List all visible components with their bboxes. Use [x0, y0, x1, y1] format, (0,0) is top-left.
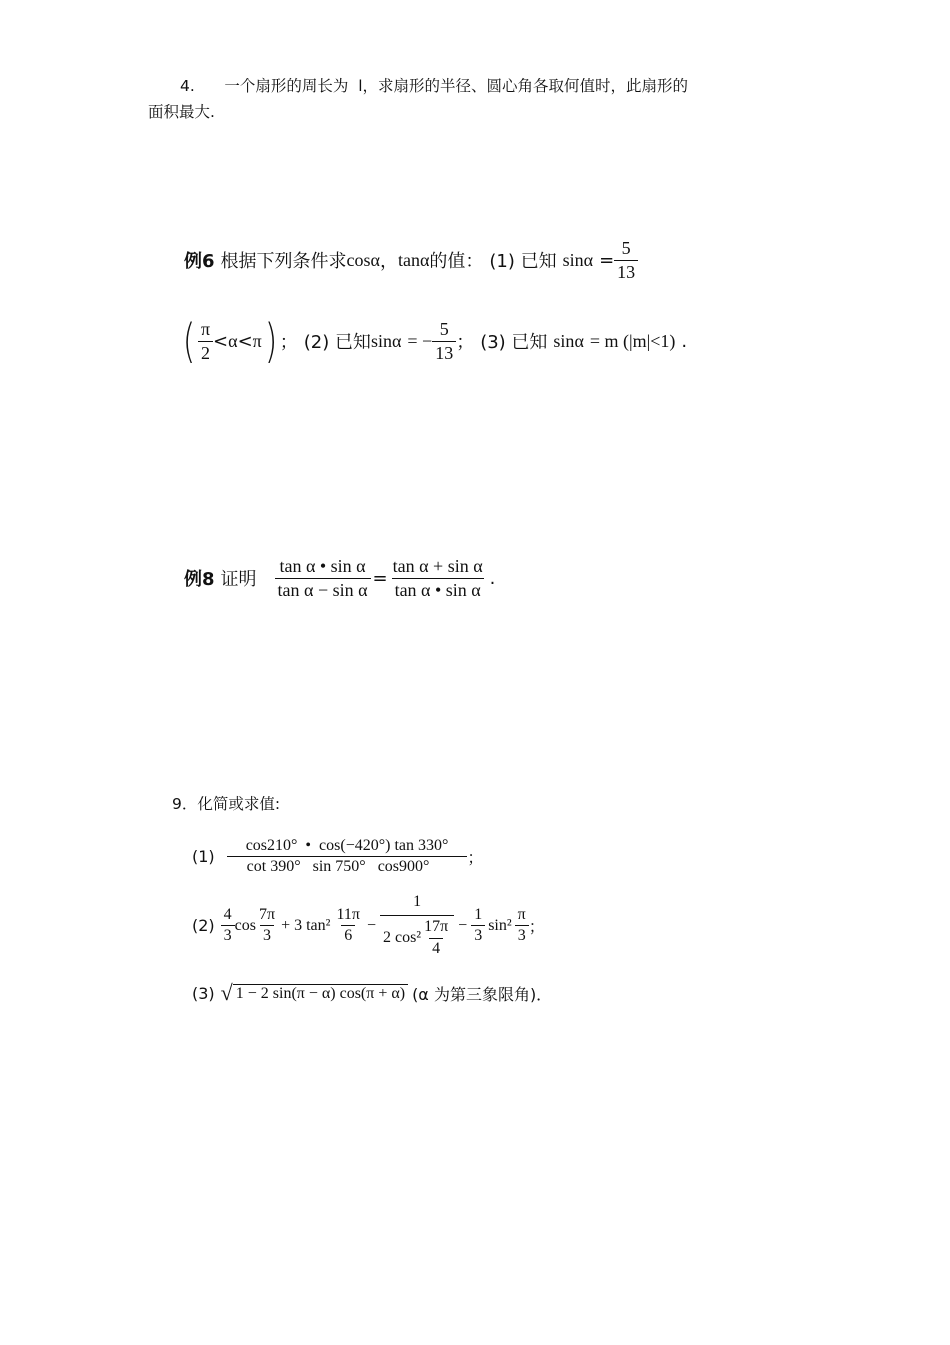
fraction-1-over-2cos — [380, 893, 454, 958]
fraction-numerator: tan α + sin α — [392, 556, 483, 576]
part-label: (3) — [192, 983, 215, 1003]
pi-symbol: π — [252, 330, 262, 351]
fraction-11pi-6 — [333, 906, 362, 946]
less-than: < — [237, 330, 253, 352]
semicolon: ； — [456, 332, 475, 353]
fraction-denominator: 6 — [341, 925, 355, 945]
problem-9-part-1 — [192, 837, 483, 877]
fraction-denominator: cot 390° sin 750° cos900° — [227, 856, 468, 876]
alpha-symbol: α — [574, 330, 584, 351]
part-label: (2) — [192, 916, 215, 936]
example-8-label: 例8 — [184, 569, 215, 591]
example-8 — [184, 556, 495, 600]
example-6-label: 例6 — [184, 251, 215, 273]
alpha-symbol: α — [228, 330, 238, 351]
fraction-numerator: tan α • sin α — [279, 556, 366, 576]
alpha-symbol: α — [583, 249, 594, 270]
less-than: < — [213, 330, 229, 352]
fraction-7pi-3 — [256, 906, 278, 946]
fraction-denominator: 13 — [614, 260, 638, 283]
tan-text: tan — [397, 249, 420, 270]
fraction-5-13 — [432, 319, 456, 363]
part-2-label: (2) 已知 — [303, 332, 371, 353]
fraction-numerator: cos210° • cos(−420°) tan 330° — [245, 837, 449, 854]
lhs-fraction — [275, 556, 371, 600]
fraction-expression — [227, 837, 468, 877]
fraction-numerator: 5 — [621, 238, 631, 258]
fraction-numerator: π — [517, 905, 526, 923]
square-root — [221, 980, 408, 1006]
example-6-intro: 根据下列条件求 — [220, 251, 347, 273]
fraction-numerator: 17π — [424, 918, 449, 936]
problem-4-line1: 4. 一个扇形的周长为 l，求扇形的半径、圆心角各取何值时，此扇形的 — [180, 77, 689, 95]
fraction-numerator: 11π — [336, 905, 360, 923]
fraction-5-13 — [614, 238, 638, 282]
plus-3-tan-squared: + 3 tan² — [281, 916, 331, 934]
fraction-denominator: 13 — [432, 341, 456, 364]
fraction-1-3 — [471, 906, 485, 946]
fraction-denominator: 3 — [260, 925, 274, 945]
fraction-denominator: 3 — [471, 925, 485, 945]
alpha-symbol: α — [370, 249, 380, 270]
semicolon: ； — [467, 848, 484, 868]
comma: ， — [379, 251, 398, 273]
rhs-fraction — [390, 556, 486, 600]
fraction-numerator: 1 — [474, 905, 483, 923]
semicolon: ； — [528, 917, 545, 937]
fraction-denominator: tan α − sin α — [275, 578, 371, 601]
problem-9-part-3 — [192, 980, 552, 1006]
fraction-denominator: 3 — [515, 925, 529, 945]
equals: = — [372, 567, 388, 589]
cos-text: cos — [234, 916, 256, 934]
fraction-denominator: tan α • sin α — [392, 578, 484, 601]
fraction-denominator: 2 — [198, 341, 213, 364]
fraction-pi-3 — [515, 906, 529, 946]
sin-text: sin — [562, 249, 584, 270]
sin-text: sin — [370, 330, 392, 351]
sin-text: sin — [553, 330, 575, 351]
problem-9-title: 9．化简或求值: — [172, 795, 281, 813]
fraction-numerator: 1 — [413, 893, 422, 910]
minus: − — [366, 916, 376, 934]
semicolon: ； — [279, 332, 298, 353]
alpha-symbol: α — [391, 330, 402, 351]
prove-text: 证明 — [220, 569, 257, 591]
equals-negative: = − — [407, 330, 433, 351]
part-3-label: (3) 已知 — [480, 332, 548, 353]
value-of-text: 的值： — [429, 251, 484, 273]
equals: = — [599, 249, 615, 271]
fraction-4-3 — [221, 906, 235, 946]
problem-9-part-2 — [192, 893, 545, 958]
radical-icon: √ — [220, 980, 233, 1005]
problem-4 — [148, 74, 688, 122]
left-paren: ( — [182, 314, 196, 368]
part-label: (1) — [192, 847, 215, 867]
fraction-denominator: 3 — [221, 925, 235, 945]
radicand: 1 − 2 sin(π − α) cos(π + α) — [233, 984, 408, 1003]
cos-text: cos — [346, 249, 371, 270]
fraction-numerator: 4 — [223, 905, 232, 923]
fraction-numerator: 7π — [259, 905, 276, 923]
period: . — [681, 330, 688, 352]
fraction-numerator: π — [200, 318, 211, 339]
minus: − — [458, 916, 468, 934]
two-cos-squared: 2 cos² — [382, 929, 422, 947]
m-expression: = m (|m|<1) — [589, 330, 676, 351]
example-6-line1 — [184, 238, 638, 282]
part-1-label: (1) 已知 — [489, 251, 557, 273]
fraction-numerator: 5 — [439, 318, 449, 339]
period: . — [489, 567, 496, 589]
sin-squared: sin² — [488, 916, 512, 934]
example-6-line2 — [180, 314, 688, 368]
fraction-17pi-4 — [421, 918, 451, 958]
right-paren: ) — [264, 314, 278, 368]
fraction-denominator: 4 — [429, 938, 443, 958]
fraction-denominator — [380, 915, 454, 958]
alpha-symbol: α — [419, 249, 430, 270]
quadrant-note: (α 为第三象限角)． — [412, 984, 553, 1004]
fraction-pi-2 — [198, 319, 213, 363]
problem-4-line2: 面积最大. — [148, 103, 215, 121]
